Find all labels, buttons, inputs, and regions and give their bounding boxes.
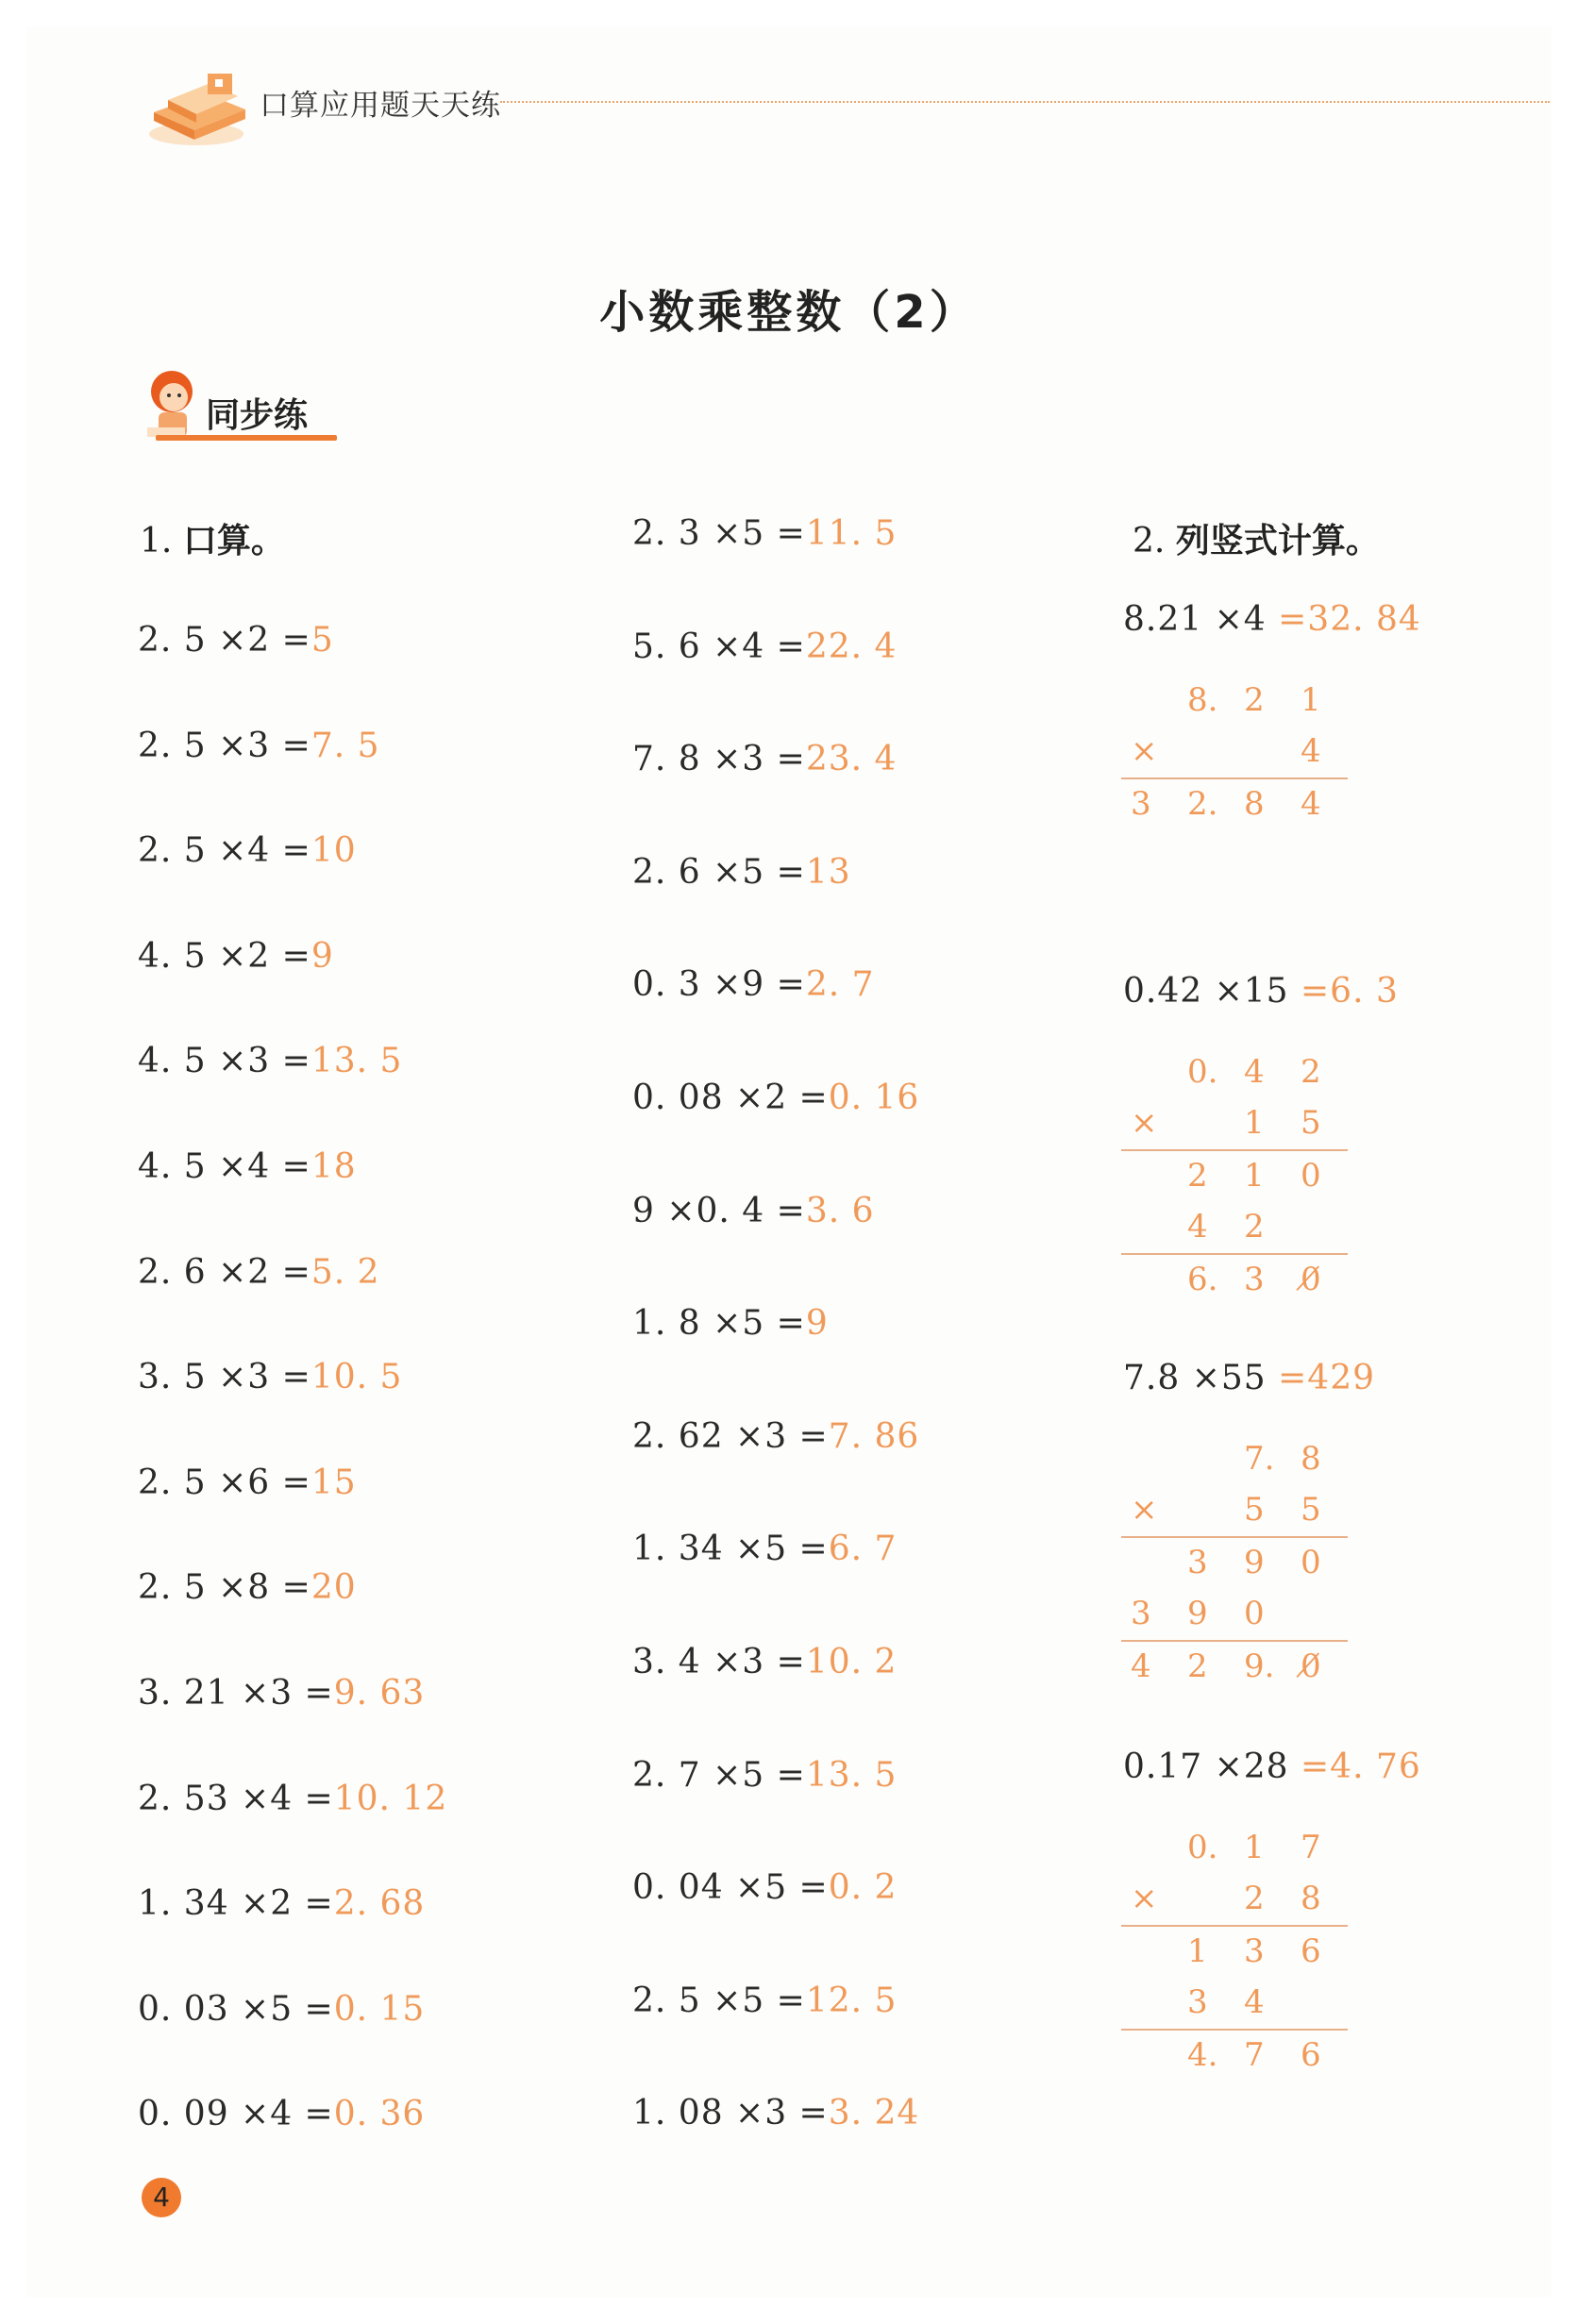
page-title: 小数乘整数（2） (599, 286, 979, 339)
equation-answer: 6. 7 (828, 1530, 898, 1569)
equation (632, 1643, 897, 1681)
equation (632, 1530, 897, 1568)
vertical-calc-row (1121, 1485, 1348, 1536)
vertical-calc-digit: 3 (1131, 785, 1151, 823)
equation-answer: 22. 4 (805, 627, 898, 666)
equation-expression: 2. 3 ×5 = (632, 514, 806, 553)
equation (138, 2095, 425, 2133)
vertical-calc-digit: 0 (1244, 1595, 1265, 1632)
vertical-calc-digit: 9. (1244, 1647, 1275, 1685)
equation (1123, 972, 1399, 1011)
vertical-calc-digit: 4 (1244, 1983, 1265, 2021)
equation-expression: 2. 6 ×2 = (138, 1252, 311, 1292)
vertical-calc-digit: 2 (1244, 1208, 1265, 1246)
equation-answer: 23. 4 (805, 740, 898, 779)
equation-expression: 1. 8 ×5 = (632, 1304, 806, 1344)
equation (632, 514, 897, 553)
equation (632, 740, 897, 778)
question-1-title: 口算。 (182, 522, 285, 560)
equation-expression: 2. 6 ×5 = (632, 852, 806, 892)
vertical-calc-digit: 8 (1301, 1440, 1321, 1478)
vertical-calc-digit: 4. (1187, 2036, 1218, 2074)
equation (1123, 1359, 1375, 1397)
vertical-calc-digit: 2 (1244, 681, 1265, 719)
vertical-calc-digit: 6. (1187, 1261, 1218, 1298)
question-2-heading (1133, 514, 1380, 562)
equation (632, 965, 875, 1004)
vertical-calc-digit: 7 (1301, 1829, 1321, 1866)
section-label: 同步练 (206, 396, 309, 435)
equation-answer: 7. 86 (828, 1416, 920, 1456)
equation-answer: 15 (311, 1463, 357, 1502)
equation-expression: 4. 5 ×3 = (138, 1042, 311, 1081)
vertical-calc-row (1121, 1874, 1348, 1925)
vertical-calc-digit: 2. (1187, 785, 1218, 823)
vertical-calc-digit: 2 (1301, 1053, 1321, 1091)
equation (138, 1358, 402, 1396)
vertical-calc-digit: 4 (1301, 732, 1321, 770)
equation (632, 1868, 897, 1907)
equation (138, 937, 334, 976)
equation (632, 627, 897, 666)
vertical-calc-digit: 1 (1244, 1104, 1265, 1142)
equation-answer: 10 (311, 831, 357, 871)
vertical-calc-digit: 0 (1301, 1544, 1321, 1581)
equation-expression: 0. 04 ×5 = (632, 1868, 829, 1908)
equation (138, 1990, 425, 2029)
equation-expression: 0.17 ×28 (1123, 1747, 1301, 1786)
vertical-calc-block (1121, 1823, 1348, 2082)
equation (138, 1780, 447, 1818)
header-rule (500, 101, 1550, 103)
vertical-calc-digit: 3 (1244, 1932, 1265, 1970)
equation-answer: 2. 68 (333, 1884, 426, 1924)
vertical-calc-row (1121, 1202, 1348, 1253)
vertical-calc-digit: 9 (1187, 1595, 1208, 1632)
equation-answer: 12. 5 (805, 1981, 898, 2020)
equation-answer: 3. 24 (828, 2094, 920, 2133)
equation (138, 1253, 380, 1292)
equation-expression: 9 ×0. 4 = (632, 1191, 806, 1230)
vertical-calc-block (1121, 1434, 1348, 1693)
question-2-title: 列竖式计算。 (1175, 522, 1380, 560)
equation (1123, 1747, 1421, 1786)
equation-answer: 13. 5 (311, 1042, 403, 1081)
equation-expression: 7.8 ×55 (1123, 1359, 1279, 1397)
equation (632, 1304, 829, 1343)
equation-answer: 11. 5 (805, 514, 898, 553)
equation-expression: 1. 34 ×5 = (632, 1530, 829, 1569)
vertical-calc-digit: 6 (1301, 1932, 1321, 1970)
equation-expression: 2. 5 ×8 = (138, 1568, 311, 1608)
vertical-calc-row (1121, 1255, 1348, 1306)
equation (632, 853, 851, 892)
equation-answer: 9 (311, 936, 334, 976)
vertical-calc-digit: 1 (1244, 1157, 1265, 1195)
vertical-calc-digit: 3 (1131, 1595, 1151, 1632)
equation-expression: 3. 5 ×3 = (138, 1358, 311, 1397)
equation-answer: 9 (805, 1304, 829, 1344)
equation-answer: 18 (311, 1147, 357, 1186)
vertical-calc-row (1121, 1151, 1348, 1202)
equation (632, 1192, 875, 1230)
vertical-calc-digit: 3 (1187, 1544, 1208, 1581)
vertical-calc-block (1121, 1047, 1348, 1306)
equation-expression: 0. 08 ×2 = (632, 1078, 829, 1117)
vertical-calc-row (1121, 2031, 1348, 2082)
equation-expression: 4. 5 ×4 = (138, 1147, 311, 1186)
vertical-calc-row (1121, 1823, 1348, 1874)
equation-expression: 0. 09 ×4 = (138, 2095, 334, 2134)
equation-expression: 2. 7 ×5 = (632, 1755, 806, 1795)
vertical-calc-digit: 4 (1187, 1208, 1208, 1246)
page-number: 4 (142, 2178, 181, 2217)
vertical-calc-digit: 5 (1301, 1491, 1321, 1529)
equation (138, 727, 380, 765)
equation-expression: 2. 62 ×3 = (632, 1416, 829, 1456)
vertical-calc-digit: 1 (1301, 681, 1321, 719)
equation-expression: 0. 3 ×9 = (632, 965, 806, 1005)
equation (138, 1147, 357, 1186)
equation-answer: 0. 2 (828, 1868, 898, 1908)
vertical-calc-row (1121, 727, 1348, 777)
equation-expression: 3. 4 ×3 = (632, 1643, 806, 1681)
equation-answer: 10. 12 (333, 1779, 448, 1818)
equation-answer: 7. 5 (311, 726, 380, 765)
header-title: 口算应用题天天练 (260, 89, 501, 123)
equation-expression: 2. 5 ×6 = (138, 1463, 311, 1502)
equation-answer: =32. 84 (1278, 600, 1421, 639)
vertical-calc-row (1121, 1047, 1348, 1098)
equation-expression: 4. 5 ×2 = (138, 936, 311, 976)
vertical-calc-digit: 0̸ (1301, 1261, 1321, 1298)
vertical-calc-digit: 0. (1187, 1829, 1218, 1866)
equation-answer: 13 (805, 852, 851, 892)
vertical-calc-digit: 2 (1187, 1647, 1208, 1685)
equation (1123, 600, 1421, 639)
equation-answer: =429 (1278, 1359, 1376, 1397)
equation (138, 1463, 357, 1502)
equation-answer: 13. 5 (805, 1755, 898, 1795)
vertical-calc-digit: 5 (1244, 1491, 1265, 1529)
equation-expression: 8.21 ×4 (1123, 600, 1279, 639)
vertical-calc-row (1121, 1434, 1348, 1485)
equation-expression: 2. 5 ×3 = (138, 726, 311, 765)
equation-answer: 5 (311, 621, 334, 660)
equation-expression: 3. 21 ×3 = (138, 1674, 334, 1713)
equation-expression: 0. 03 ×5 = (138, 1989, 334, 2029)
books-logo-icon (140, 60, 253, 155)
vertical-calc-digit: 3 (1244, 1261, 1265, 1298)
equation (138, 621, 334, 660)
vertical-calc-digit: 2 (1187, 1157, 1208, 1195)
equation (632, 1981, 897, 2020)
vertical-calc-digit: 2 (1244, 1880, 1265, 1917)
vertical-calc-digit: 8 (1301, 1880, 1321, 1917)
vertical-calc-digit: 7. (1244, 1440, 1275, 1478)
vertical-calc-digit: × (1131, 1491, 1158, 1529)
vertical-calc-row (1121, 1927, 1348, 1978)
vertical-calc-digit: × (1131, 1880, 1158, 1917)
equation (138, 831, 357, 870)
equation (138, 1884, 425, 1923)
equation-answer: =4. 76 (1301, 1747, 1421, 1786)
vertical-calc-digit: 8 (1244, 785, 1265, 823)
vertical-calc-digit: 7 (1244, 2036, 1265, 2074)
equation-expression: 2. 53 ×4 = (138, 1779, 334, 1818)
equation-expression: 2. 5 ×2 = (138, 621, 311, 660)
vertical-calc-digit: 0̸ (1301, 1647, 1321, 1685)
vertical-calc-block (1121, 676, 1348, 830)
vertical-calc-digit: 1 (1187, 1932, 1208, 1970)
equation-expression: 5. 6 ×4 = (632, 627, 806, 666)
equation (632, 1417, 919, 1456)
vertical-calc-row (1121, 676, 1348, 727)
equation (138, 1674, 425, 1713)
equation-answer: 10. 2 (805, 1643, 898, 1681)
equation-expression: 2. 5 ×5 = (632, 1981, 806, 2020)
equation-answer: 5. 2 (311, 1252, 380, 1292)
equation-answer: 0. 36 (333, 2095, 426, 2134)
equation-answer: =6. 3 (1301, 972, 1399, 1011)
equation-expression: 2. 5 ×4 = (138, 831, 311, 871)
equation (632, 2094, 919, 2132)
section-underline (156, 435, 337, 441)
equation-answer: 3. 6 (805, 1191, 875, 1230)
vertical-calc-row (1121, 1978, 1348, 2029)
equation (138, 1568, 357, 1607)
vertical-calc-digit: 4 (1131, 1647, 1151, 1685)
equation-answer: 2. 7 (805, 965, 875, 1005)
vertical-calc-digit: 0 (1301, 1157, 1321, 1195)
vertical-calc-row (1121, 1589, 1348, 1640)
equation-answer: 10. 5 (311, 1358, 403, 1397)
equation (632, 1756, 897, 1795)
equation-expression: 0.42 ×15 (1123, 972, 1301, 1011)
question-1-number: 1. (140, 522, 173, 560)
equation-expression: 1. 34 ×2 = (138, 1884, 334, 1924)
vertical-calc-row (1121, 779, 1348, 830)
vertical-calc-digit: × (1131, 1104, 1158, 1142)
equation-answer: 20 (311, 1568, 357, 1608)
vertical-calc-digit: 9 (1244, 1544, 1265, 1581)
vertical-calc-row (1121, 1098, 1348, 1149)
equation-expression: 7. 8 ×3 = (632, 740, 806, 779)
vertical-calc-digit: 0. (1187, 1053, 1218, 1091)
question-2-number: 2. (1133, 522, 1166, 560)
equation-answer: 0. 16 (828, 1078, 920, 1117)
equation-answer: 0. 15 (333, 1989, 426, 2029)
question-1-heading (140, 514, 285, 562)
equation-answer: 9. 63 (333, 1674, 426, 1713)
vertical-calc-digit: 5 (1301, 1104, 1321, 1142)
vertical-calc-digit: 8. (1187, 681, 1218, 719)
vertical-calc-digit: 3 (1187, 1983, 1208, 2021)
equation (632, 1078, 919, 1117)
equation-expression: 1. 08 ×3 = (632, 2094, 829, 2133)
vertical-calc-row (1121, 1642, 1348, 1693)
vertical-calc-digit: × (1131, 732, 1158, 770)
vertical-calc-digit: 1 (1244, 1829, 1265, 1866)
vertical-calc-digit: 4 (1301, 785, 1321, 823)
equation (138, 1042, 402, 1080)
vertical-calc-digit: 4 (1244, 1053, 1265, 1091)
vertical-calc-digit: 6 (1301, 2036, 1321, 2074)
vertical-calc-row (1121, 1538, 1348, 1589)
